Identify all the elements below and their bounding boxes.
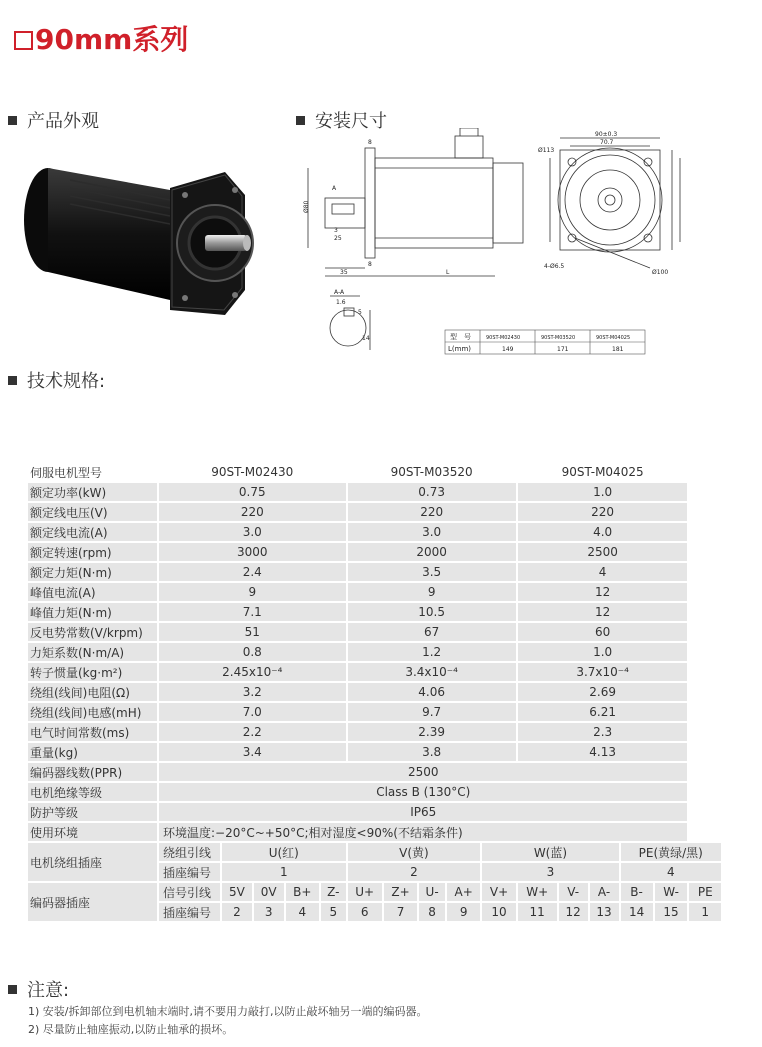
spec-table	[26, 461, 723, 923]
bullet-square-icon	[296, 116, 305, 125]
row-label: 防护等级	[28, 803, 157, 821]
dim-spigot: Ø113	[538, 147, 555, 154]
winding-pin: 1	[222, 863, 346, 881]
row-value: 7.1	[159, 603, 346, 621]
table-row	[28, 763, 721, 781]
row-label: 编码器插座	[28, 883, 157, 921]
encoder-signal: V-	[559, 883, 588, 901]
encoder-pin: 14	[621, 903, 653, 921]
row-label: 重量(kg)	[28, 743, 157, 761]
table-model-3: 90ST-M04025	[596, 335, 631, 341]
encoder-signal: W+	[518, 883, 557, 901]
row-value: IP65	[159, 803, 687, 821]
encoder-signal: B+	[286, 883, 319, 901]
row-value: 2500	[518, 543, 688, 561]
table-row	[28, 463, 721, 481]
sub-label: 插座编号	[159, 863, 220, 881]
row-value: 220	[159, 503, 346, 521]
row-value: 67	[348, 623, 516, 641]
table-row	[28, 523, 721, 541]
bullet-square-icon	[8, 985, 17, 994]
dim-key-w: 1.6	[336, 299, 346, 306]
encoder-signal: PE	[689, 883, 721, 901]
table-row	[28, 623, 721, 641]
table-row	[28, 723, 721, 741]
row-label: 电机绕组插座	[28, 843, 157, 881]
row-value: 220	[518, 503, 688, 521]
winding-pin: 4	[621, 863, 721, 881]
row-label: 额定转速(rpm)	[28, 543, 157, 561]
table-row	[28, 883, 721, 901]
row-value: 4.06	[348, 683, 516, 701]
sub-label: 插座编号	[159, 903, 220, 921]
row-label: 力矩系数(N·m/A)	[28, 643, 157, 661]
bullet-square-icon	[8, 376, 17, 385]
row-value: 2000	[348, 543, 516, 561]
row-label: 转子惯量(kg·m²)	[28, 663, 157, 681]
table-length-3: 181	[612, 346, 624, 353]
dim-h2: 5	[358, 309, 362, 316]
dim-square: 90±0.3	[595, 131, 618, 138]
notes	[28, 1003, 427, 1039]
row-label: 额定线电流(A)	[28, 523, 157, 541]
row-label: 反电势常数(V/krpm)	[28, 623, 157, 641]
dim-L: L	[446, 269, 450, 276]
table-length-1: 149	[502, 346, 514, 353]
table-model-1: 90ST-M02430	[486, 335, 521, 341]
row-label: 额定力矩(N·m)	[28, 563, 157, 581]
table-row	[28, 563, 721, 581]
dim-flange-2: 8	[368, 261, 372, 268]
row-value: 220	[348, 503, 516, 521]
encoder-signal: B-	[621, 883, 653, 901]
encoder-pin: 3	[254, 903, 284, 921]
row-label: 峰值力矩(N·m)	[28, 603, 157, 621]
row-value: 3.7x10⁻⁴	[518, 663, 688, 681]
table-row	[28, 703, 721, 721]
encoder-pin: 15	[655, 903, 688, 921]
row-value: 2.69	[518, 683, 688, 701]
table-row	[28, 743, 721, 761]
row-value: 60	[518, 623, 688, 641]
row-value: 6.21	[518, 703, 688, 721]
install-drawing	[300, 128, 700, 363]
table-row	[28, 483, 721, 501]
header-model: 90ST-M02430	[159, 463, 346, 481]
model-label: 型 号	[450, 333, 471, 341]
encoder-pin: 10	[482, 903, 515, 921]
row-value: 0.8	[159, 643, 346, 661]
winding-lead: W(蓝)	[482, 843, 618, 861]
encoder-pin: 12	[559, 903, 588, 921]
dim-pilot: Ø80	[303, 200, 310, 213]
encoder-pin: 5	[321, 903, 346, 921]
table-row	[28, 503, 721, 521]
row-value: 4.13	[518, 743, 688, 761]
row-value: 9	[159, 583, 346, 601]
header-model: 90ST-M04025	[518, 463, 688, 481]
encoder-signal: Z-	[321, 883, 346, 901]
section-install: 安装尺寸	[296, 107, 387, 133]
row-label: 电气时间常数(ms)	[28, 723, 157, 741]
encoder-signal: 0V	[254, 883, 284, 901]
dim-h1: 14	[362, 335, 370, 342]
table-row	[28, 843, 721, 861]
row-label: 额定功率(kW)	[28, 483, 157, 501]
dim-inner: 70.7	[600, 139, 614, 146]
header-model: 90ST-M03520	[348, 463, 516, 481]
row-label: 额定线电压(V)	[28, 503, 157, 521]
dim-shaft-len: 35	[340, 269, 348, 276]
row-value: 0.75	[159, 483, 346, 501]
row-value: 2500	[159, 763, 687, 781]
row-value: 4.0	[518, 523, 688, 541]
encoder-pin: 4	[286, 903, 319, 921]
row-value: 0.73	[348, 483, 516, 501]
dim-holes: 4-Ø6.5	[544, 263, 565, 270]
encoder-signal: U-	[419, 883, 445, 901]
dim-key-off: 3	[334, 227, 338, 234]
row-value: 9	[348, 583, 516, 601]
section-notes: 注意:	[8, 976, 69, 1002]
encoder-signal: U+	[348, 883, 382, 901]
row-label: 电机绝缘等级	[28, 783, 157, 801]
row-label: 绕组(线间)电阻(Ω)	[28, 683, 157, 701]
table-row	[28, 583, 721, 601]
row-value: 10.5	[348, 603, 516, 621]
row-value: 2.2	[159, 723, 346, 741]
sub-label: 信号引线	[159, 883, 220, 901]
table-row	[28, 603, 721, 621]
square-icon	[14, 31, 33, 50]
encoder-signal: A-	[590, 883, 619, 901]
encoder-signal: 5V	[222, 883, 252, 901]
row-label: 绕组(线间)电感(mH)	[28, 703, 157, 721]
table-row	[28, 643, 721, 661]
table-row	[28, 803, 721, 821]
table-row	[28, 783, 721, 801]
row-value: Class B (130°C)	[159, 783, 687, 801]
row-value: 3.0	[159, 523, 346, 541]
section-specs: 技术规格:	[8, 367, 105, 393]
row-value: 3000	[159, 543, 346, 561]
row-value: 4	[518, 563, 688, 581]
row-value: 3.4x10⁻⁴	[348, 663, 516, 681]
row-value: 9.7	[348, 703, 516, 721]
table-row	[28, 543, 721, 561]
row-value: 2.3	[518, 723, 688, 741]
header-label: 伺服电机型号	[28, 463, 157, 481]
encoder-pin: 6	[348, 903, 382, 921]
row-value: 1.2	[348, 643, 516, 661]
row-value: 51	[159, 623, 346, 641]
section-appearance: 产品外观	[8, 107, 99, 133]
encoder-signal: A+	[447, 883, 480, 901]
dim-flange: 8	[368, 139, 372, 146]
encoder-pin: 9	[447, 903, 480, 921]
encoder-pin: 13	[590, 903, 619, 921]
winding-pin: 3	[482, 863, 618, 881]
row-value: 3.5	[348, 563, 516, 581]
row-value: 12	[518, 603, 688, 621]
sub-label: 绕组引线	[159, 843, 220, 861]
note-item: 1) 安装/拆卸部位到电机轴末端时,请不要用力敲打,以防止敲坏轴另一端的编码器。	[28, 1005, 428, 1018]
row-value: 7.0	[159, 703, 346, 721]
row-label: 编码器线数(PPR)	[28, 763, 157, 781]
encoder-pin: 1	[689, 903, 721, 921]
encoder-signal: W-	[655, 883, 688, 901]
length-label: L(mm)	[448, 345, 471, 353]
row-value: 环境温度:−20°C~+50°C;相对湿度<90%(不结霜条件)	[159, 823, 687, 841]
table-model-2: 90ST-M03520	[541, 335, 576, 341]
page-title: 90mm系列	[14, 18, 188, 58]
table-row	[28, 823, 721, 841]
winding-lead: U(红)	[222, 843, 346, 861]
row-value: 2.4	[159, 563, 346, 581]
row-value: 2.45x10⁻⁴	[159, 663, 346, 681]
dim-section: A-A	[334, 289, 345, 296]
row-label: 峰值电流(A)	[28, 583, 157, 601]
row-value: 2.39	[348, 723, 516, 741]
row-value: 1.0	[518, 643, 688, 661]
table-row	[28, 683, 721, 701]
dim-bolt-circle: Ø100	[652, 269, 669, 276]
dim-A: A	[332, 185, 337, 192]
dim-key-len: 25	[334, 235, 342, 242]
row-value: 3.4	[159, 743, 346, 761]
encoder-pin: 8	[419, 903, 445, 921]
winding-pin: 2	[348, 863, 481, 881]
note-item: 2) 尽量防止轴座振动,以防止轴承的损坏。	[28, 1023, 234, 1036]
row-value: 3.0	[348, 523, 516, 541]
row-label: 使用环境	[28, 823, 157, 841]
row-value: 12	[518, 583, 688, 601]
table-row	[28, 663, 721, 681]
encoder-signal: V+	[482, 883, 515, 901]
winding-lead: V(黄)	[348, 843, 481, 861]
spec-body	[28, 463, 721, 921]
row-value: 3.8	[348, 743, 516, 761]
encoder-signal: Z+	[384, 883, 417, 901]
motor-photo	[20, 150, 255, 320]
row-value: 3.2	[159, 683, 346, 701]
winding-lead: PE(黄绿/黑)	[621, 843, 721, 861]
row-value: 1.0	[518, 483, 688, 501]
encoder-pin: 2	[222, 903, 252, 921]
table-length-2: 171	[557, 346, 569, 353]
encoder-pin: 11	[518, 903, 557, 921]
encoder-pin: 7	[384, 903, 417, 921]
bullet-square-icon	[8, 116, 17, 125]
